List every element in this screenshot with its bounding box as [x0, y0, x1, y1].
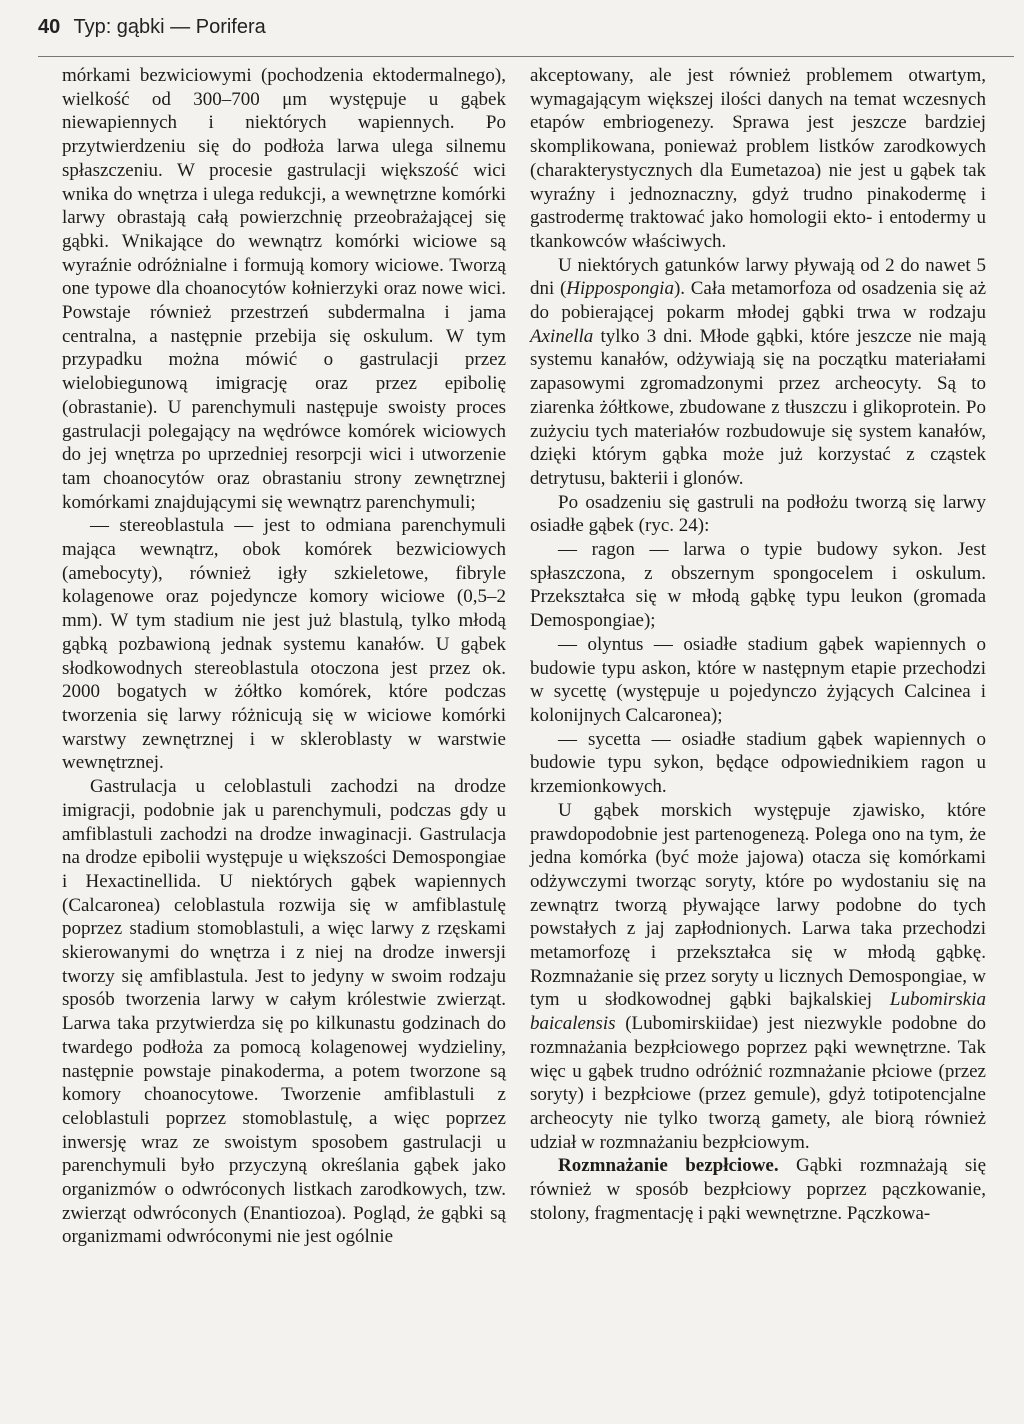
list-item: — ragon — larwa o typie budowy sykon. Jest spłaszczona, z obszernym spongocelem i oskulum. Przekształca się w młodą gąbkę typu leukon (gromada Demospongiae); [530, 539, 986, 632]
paragraph [530, 1154, 986, 1225]
text-run: U niektórych gatunków larwy pływają od 2 do nawet 5 dni ( [530, 254, 986, 300]
page-number: 40 [38, 16, 61, 38]
paragraph: Po osadzeniu się gastruli na podłożu tworzą się larwy osiadłe gąbek (ryc. 24): [530, 491, 986, 537]
genus-name: Hippospongia [566, 278, 674, 300]
left-column [62, 64, 506, 1249]
section-heading: Rozmnażanie bezpłciowe. [558, 1155, 779, 1177]
list-item: — sycetta — osiadłe stadium gąbek wapiennych o budowie typu sykon, będące odpowiednikiem ragon u krzemionkowych. [530, 728, 986, 798]
right-column [530, 64, 986, 1225]
running-title: Typ: gąbki — Porifera [73, 16, 266, 38]
page-header [38, 16, 1008, 39]
list-item: — olyntus — osiadłe stadium gąbek wapiennych o budowie typu askon, które w następnym etapie przechodzi w sycettę (występuje u pojedynczo żyjących Calcinea i kolonijnych Calcaronea); [530, 633, 986, 726]
genus-name: Axinella [530, 325, 594, 347]
text-run: ). Cała metamorfoza od osadzenia się aż do pobierającej pokarm młodej gąbki trwa w rodzaju [530, 278, 986, 324]
text-run: tylko 3 dni. Młode gąbki, które jeszcze nie mają systemu kanałów, odżywiają się na początku materiałami zapasowymi zgromadzonymi przez archeocyty. Są to ziarenka żółtkowe, zbudowane z tłuszczu i glikoprotein. Po zużyciu tych materiałów rozbudowuje się system kanałów, dzięki którym gąbka może już korzystać z cząstek detrytusu, bakterii i glonów. [530, 325, 986, 489]
text-run: (Lubomirskiidae) jest niezwykle podobne do rozmnażania bezpłciowego poprzez pąki wewnętrzne. Tak więc u gąbek trudno odróżnić rozmnażanie płciowe (przez soryty) i bezpłciowe (przez gemule), gdyż totipotencjalne archeocyty nie tylko tworzą gamety, ale biorą również udział w rozmnażaniu bezpłciowym. [530, 1013, 986, 1153]
paragraph [530, 799, 986, 1155]
text-run: U gąbek morskich występuje zjawisko, które prawdopodobnie jest partenogenezą. Polega ono na tym, że jedna komórka (być może jajowa) otacza się komórkami odżywczymi tworząc soryty, które po wydostaniu się na zewnątrz tworzą pływające larwy podobne do tych powstałych z jaj zapłodnionych. Larwa taka przechodzi metamorfozę i przekształca się w młodą gąbkę. Rozmnażanie się przez soryty u licznych Demospongiae, w tym u słodkowodnej gąbki bajkalskiej [530, 799, 986, 1011]
paragraph: akceptowany, ale jest również problemem otwartym, wymagającym większej ilości danych na temat wczesnych etapów embriogenezy. Sprawa jest jeszcze bardziej skomplikowana, ponieważ problem listków zarodkowych (charakterystycznych dla Eumetazoa) nie jest u gąbek tak wyraźny i jednoznaczny, gdyż trudno pinakodermę i gastrodermę traktować jako homologii ekto- i entodermy u tkankowców właściwych. [530, 65, 986, 252]
species-name: Lubomirskia baicalensis [530, 989, 986, 1035]
list-item: — stereoblastula — jest to odmiana parenchymuli mająca wewnątrz, obok komórek bezwiciowych (amebocyty), również igły szkieletowe, fibryle kolagenowe oraz pojedyncze komory wiciowe (0,5–2 mm). W tym stadium nie jest już blastulą, tylko młodą gąbką pozbawioną jednak systemu kanałów. U gąbek słodkowodnych stereoblastula otoczona jest przez ok. 2000 bogatych w żółtko komórek, które podczas tworzenia się larwy różnicują się w wiciowe komórki warstwy zewnętrznej i w skleroblasty w warstwie wewnętrznej. [62, 515, 506, 774]
header-rule [38, 56, 1014, 57]
paragraph: mórkami bezwiciowymi (pochodzenia ektodermalnego), wielkość od 300–700 μm występuje u gąbek niewapiennych i niektórych wapiennych. Po przytwierdzeniu się do podłoża larwa ulega silnemu spłaszczeniu. W procesie gastrulacji większość wici wnika do wnętrza i ulega redukcji, a wewnętrzne komórki larwy obrastają całą powierzchnię przeobrażającej się gąbki. Wnikające do wewnątrz komórki wiciowe są wyraźnie odróżnialne i formują komory wiciowe. Tworzą one typowe dla choanocytów kołnierzyki oraz nowe wici. Powstaje również przestrzeń subdermalna i jama centralna, a następnie przebija się oskulum. W tym przypadku można mówić o gastrulacji przez wielobiegunową imigrację oraz przez epibolię (obrastanie). U parenchymuli następuje swoisty proces gastrulacji polegający na wędrówce komórek wiciowych do jej wnętrza po uprzedniej resorpcji wici i utworzenie tam choanocytów oraz obrastaniu strony zewnętrznej komórkami znajdującymi się wewnątrz parenchymuli; [62, 65, 506, 513]
paragraph [530, 254, 986, 491]
paragraph: Gastrulacja u celoblastuli zachodzi na drodze imigracji, podobnie jak u parenchymuli, podczas gdy u amfiblastuli zachodzi na drodze inwaginacji. Gastrulacja na drodze epibolii występuje u większości Demospongiae i Hexactinellida. U niektórych gąbek wapiennych (Calcaronea) celoblastula rozwija się w amfiblastulę poprzez stadium stomoblastuli, a więc larwy z rzęskami skierowanymi do wnętrza i z niej na drodze inwersji tworzy się amfiblastula. Jest to jedyny w swoim rodzaju sposób tworzenia larwy w całym królestwie zwierząt. Larwa taka przytwierdza się po kilkunastu godzinach do twardego podłoża za pomocą kolagenowej wydzieliny, następnie powstaje pinakoderma, a potem tworzone są komory choanocytowe. Tworzenie amfiblastuli z celoblastuli poprzez stomoblastulę, a więc poprzez inwersję wraz ze swoistym sposobem gastrulacji u parenchymuli było przyczyną określania gąbek jako organizmów o odwróconych listkach zarodkowych, tzw. zwierząt odwróconych (Enantiozoa). Pogląd, że gąbki są organizmami odwróconymi nie jest ogólnie [62, 776, 506, 1248]
text-run: Gąbki rozmnażają się również w sposób bezpłciowy poprzez pączkowanie, stolony, fragmentację i pąki wewnętrzne. Pączkowa- [530, 1155, 986, 1224]
